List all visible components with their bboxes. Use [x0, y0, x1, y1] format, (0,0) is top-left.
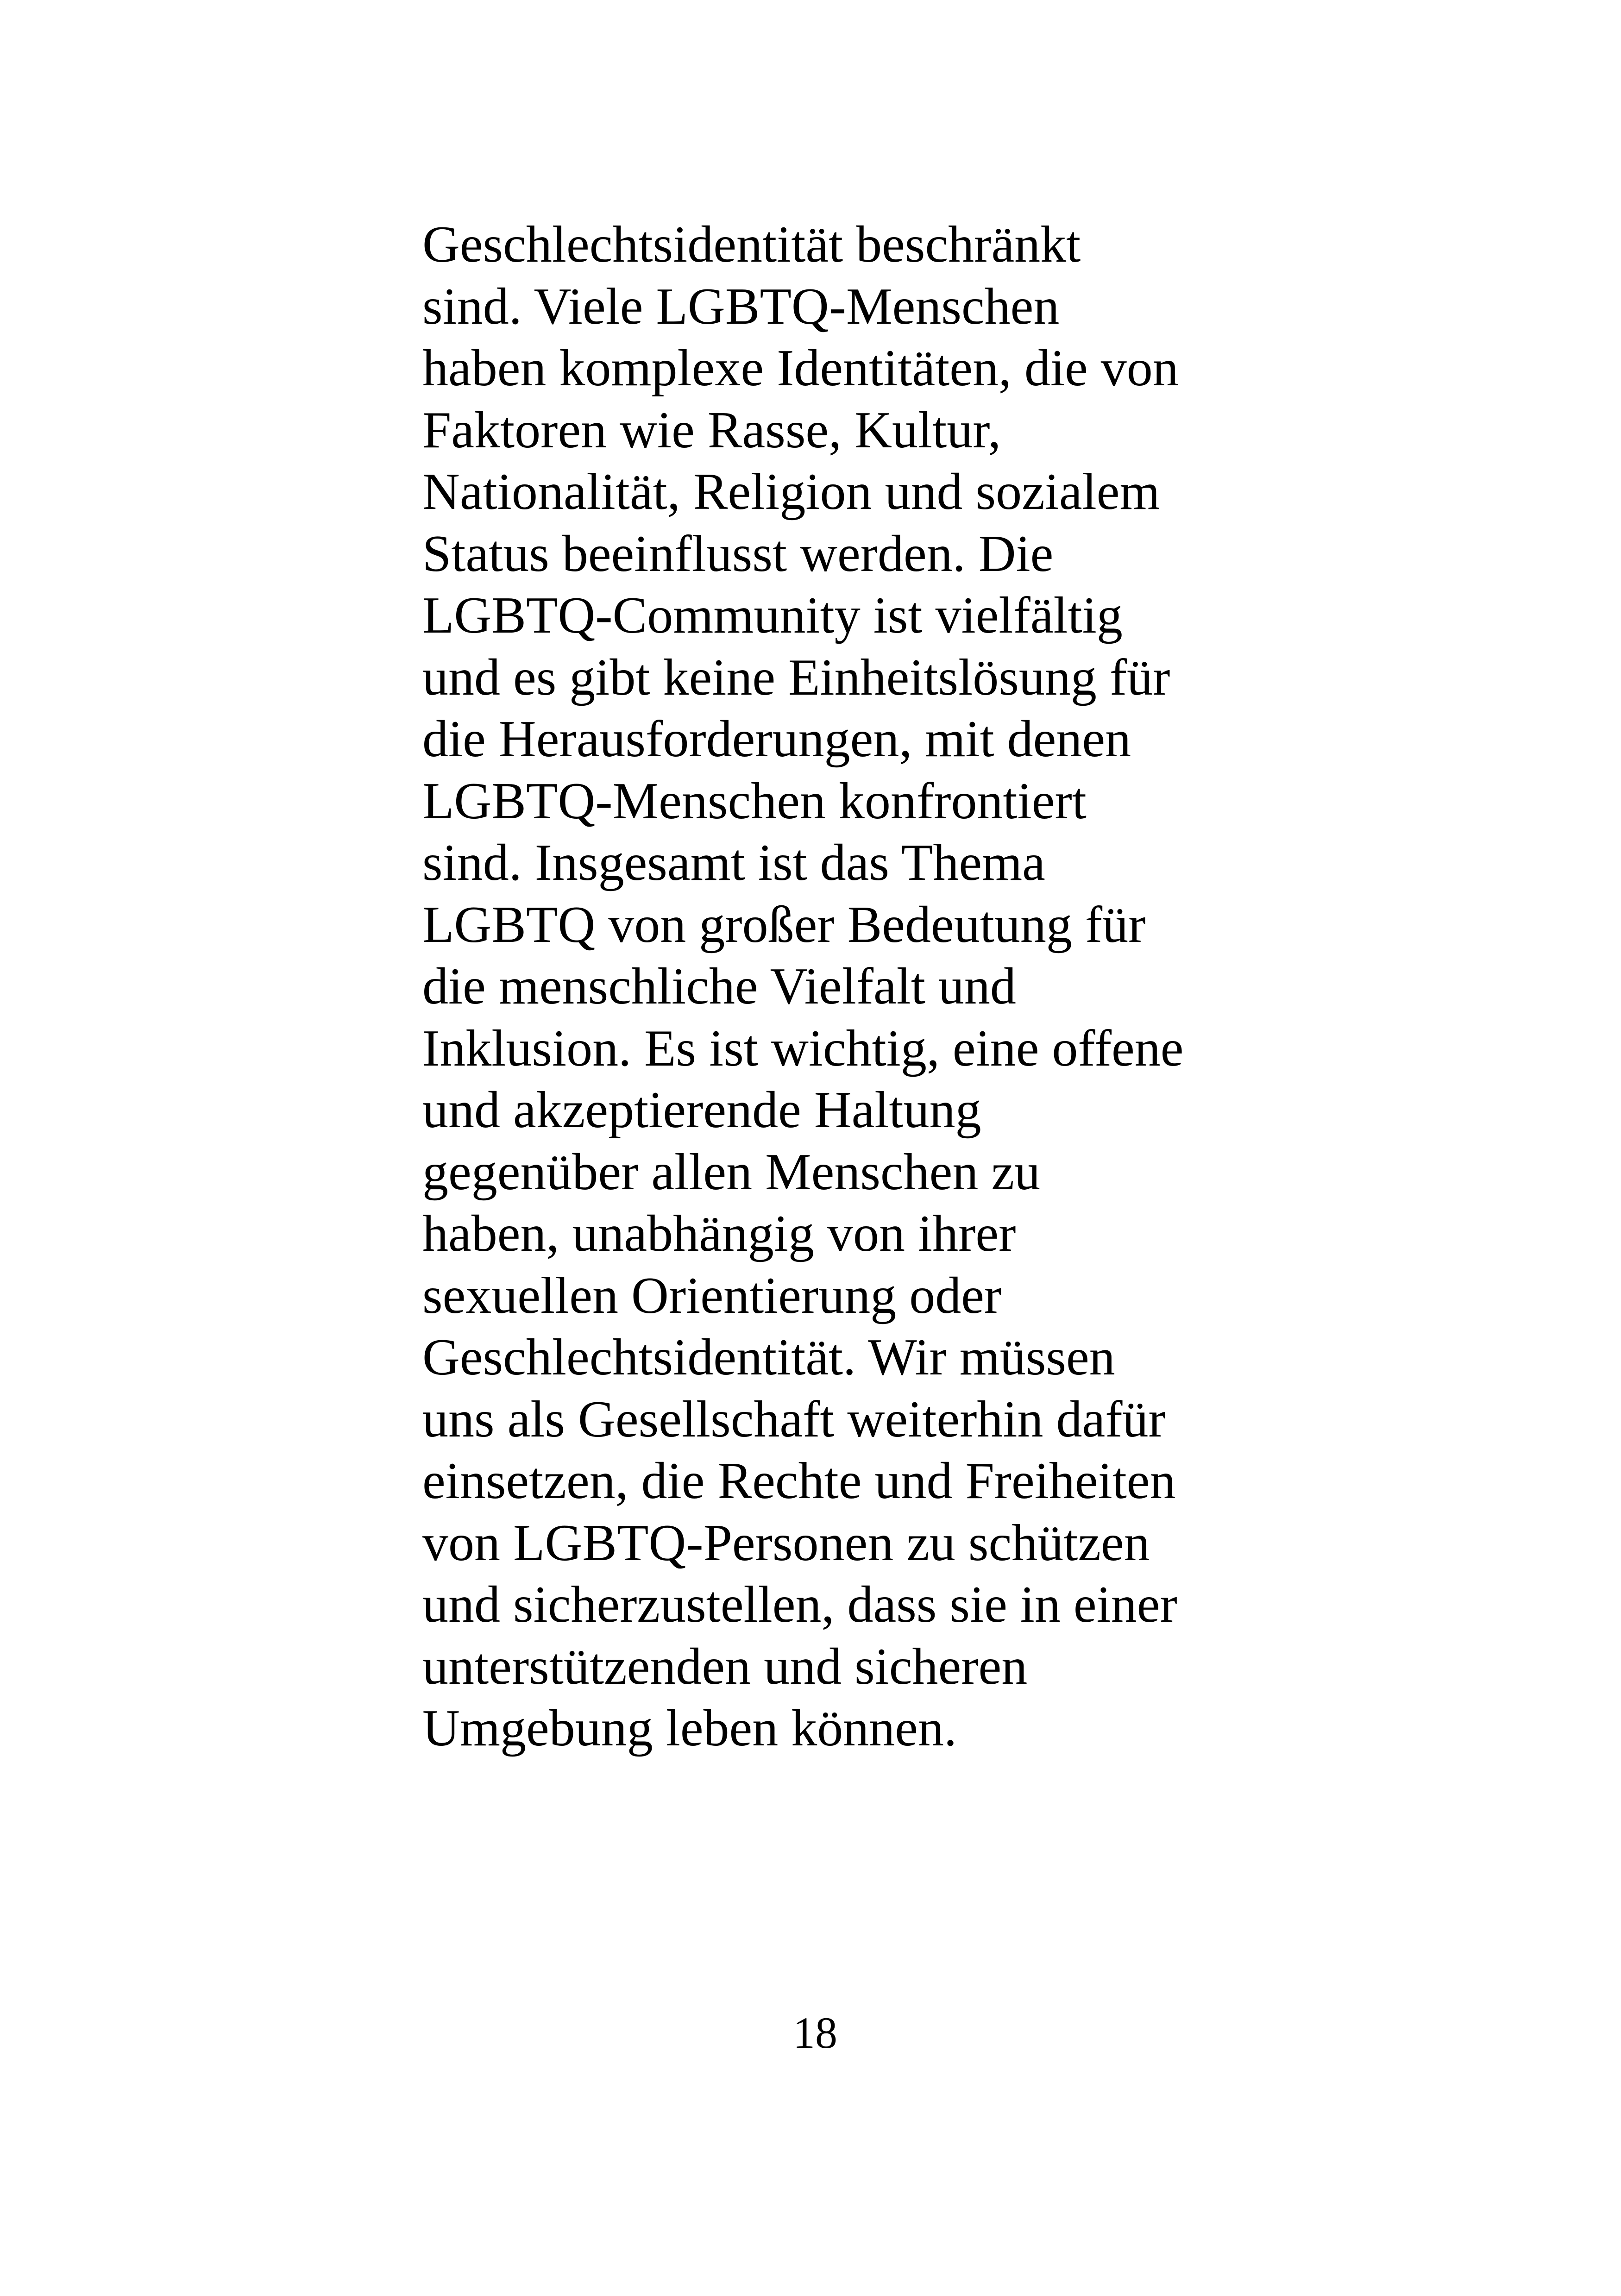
text-line: unterstützenden und sicheren	[422, 1637, 1028, 1695]
body-text	[422, 214, 1339, 1760]
text-line: Faktoren wie Rasse, Kultur,	[422, 401, 1001, 459]
text-line: uns als Gesellschaft weiterhin dafür	[422, 1390, 1166, 1448]
text-line: Nationalität, Religion und sozialem	[422, 463, 1160, 521]
text-line: sind. Viele LGBTQ-Menschen	[422, 277, 1060, 335]
text-line: sind. Insgesamt ist das Thema	[422, 834, 1045, 891]
text-line: sexuellen Orientierung oder	[422, 1267, 1002, 1324]
text-line: Geschlechtsidentität. Wir müssen	[422, 1329, 1115, 1386]
text-line: Umgebung leben können.	[422, 1700, 957, 1757]
text-line: haben komplexe Identitäten, die von	[422, 339, 1179, 397]
text-line: haben, unabhängig von ihrer	[422, 1205, 1016, 1262]
text-line: die Herausforderungen, mit denen	[422, 710, 1131, 768]
page-number: 18	[793, 2008, 837, 2058]
text-line: gegenüber allen Menschen zu	[422, 1143, 1041, 1201]
text-line: Status beeinflusst werden. Die	[422, 525, 1054, 583]
text-line: von LGBTQ-Personen zu schützen	[422, 1514, 1150, 1572]
text-line: LGBTQ von großer Bedeutung für	[422, 896, 1146, 954]
text-line: und sicherzustellen, dass sie in einer	[422, 1576, 1177, 1633]
text-line: Inklusion. Es ist wichtig, eine offene	[422, 1019, 1184, 1077]
text-line: und es gibt keine Einheitslösung für	[422, 648, 1170, 706]
text-line: LGBTQ-Community ist vielfältig	[422, 587, 1123, 644]
text-line: und akzeptierende Haltung	[422, 1081, 981, 1139]
text-line: Geschlechtsidentität beschränkt	[422, 216, 1081, 273]
text-line: LGBTQ-Menschen konfrontiert	[422, 772, 1087, 830]
text-line: die menschliche Vielfalt und	[422, 958, 1016, 1015]
text-line: einsetzen, die Rechte und Freiheiten	[422, 1452, 1176, 1510]
